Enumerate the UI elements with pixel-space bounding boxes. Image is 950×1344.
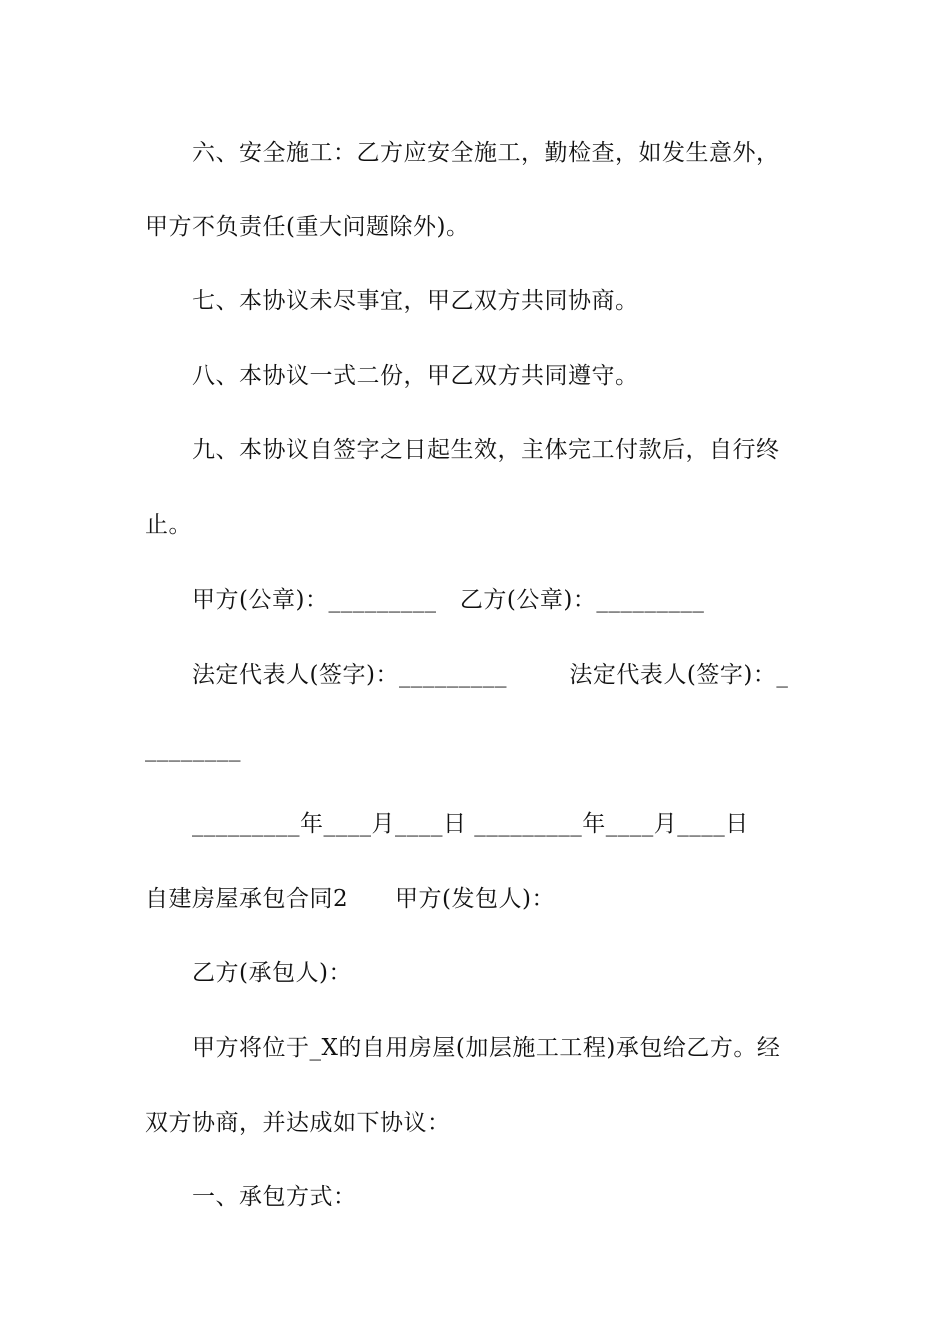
clause-6-line-2: 甲方不负责任(重大问题除外)。 <box>145 214 470 240</box>
signature-line: 法定代表人(签字)：_________ 法定代表人(签字)：_ <box>192 662 789 688</box>
clause-8: 八、本协议一式二份，甲乙双方共同遵守。 <box>192 363 639 389</box>
contract-title-line: 自建房屋承包合同2 甲方(发包人)： <box>145 886 555 912</box>
clause-7: 七、本协议未尽事宜，甲乙双方共同协商。 <box>192 288 639 314</box>
agreement-intro-line-1: 甲方将位于_X的自用房屋(加层施工工程)承包给乙方。经 <box>192 1035 781 1061</box>
clause-6-line-1: 六、安全施工：乙方应安全施工，勤检查，如发生意外， <box>192 140 780 166</box>
date-line: _________年____月____日 _________年____月____日 <box>192 811 749 837</box>
section-1-heading: 一、承包方式： <box>192 1184 357 1210</box>
signature-line-continued: ________ <box>145 736 241 762</box>
clause-9-line-1: 九、本协议自签字之日起生效，主体完工付款后，自行终 <box>192 437 780 463</box>
agreement-intro-line-2: 双方协商，并达成如下协议： <box>145 1110 451 1136</box>
seal-line: 甲方(公章)：_________ 乙方(公章)：_________ <box>192 587 705 613</box>
contractor-line: 乙方(承包人)： <box>192 960 352 986</box>
clause-9-line-2: 止。 <box>145 512 192 538</box>
